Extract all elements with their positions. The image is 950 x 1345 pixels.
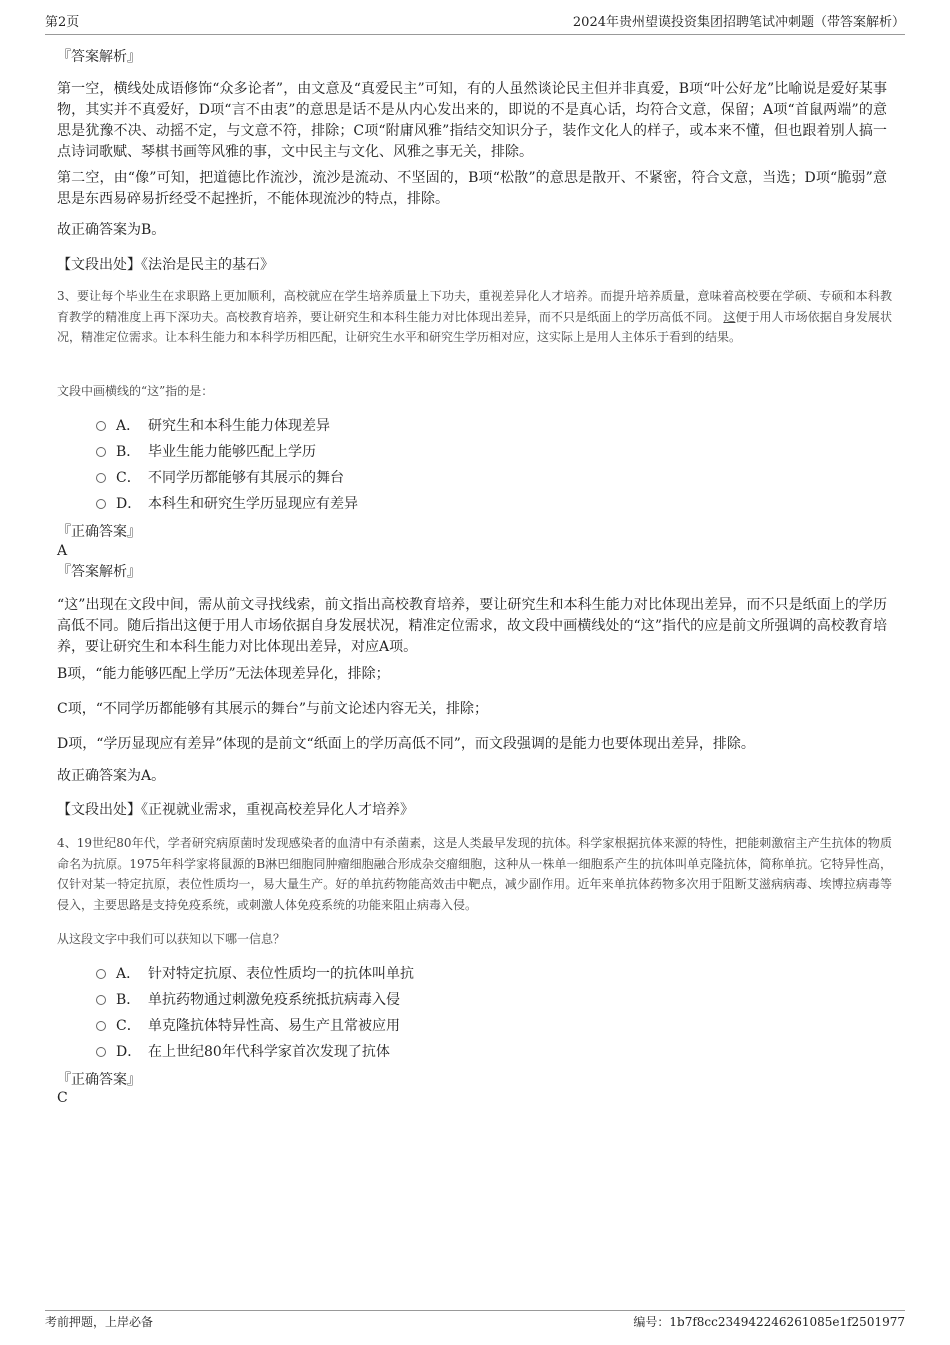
option-text: 在上世纪80年代科学家首次发现了抗体 bbox=[148, 1044, 390, 1060]
analysis-paragraph: 第二空，由“像”可知，把道德比作流沙，流沙是流动、不坚固的，B项“松散”的意思是散开、不紧密，符合文意，当选；D项“脆弱”意思是东西易碎易折经受不起挫折，不能体现流沙的特点，排除。 bbox=[57, 170, 887, 207]
page-number: 第2页 bbox=[45, 15, 80, 30]
correct-answer-label: 『正确答案』 bbox=[57, 1072, 141, 1088]
analysis-paragraph: 第一空，横线处成语修饰“众多论者”，由文意及“真爱民主”可知，有的人虽然谈论民主但并非真爱，B项“叶公好龙”比喻说是爱好某事物，其实并不真爱好，D项“言不由衷”的意思是话不是从内心发出来的，即说的不是真心话，均符合文意，保留；A项“首鼠两端”的意思是犹豫不决、动摇不定，与文意不符，排除；C项“附庸风雅”指结交知识分子，装作文化人的样子，或本来不懂，但也跟着别人搞一点诗词歌赋、琴棋书画等风雅的事，文中民主与文化、风雅之事无关，排除。 bbox=[57, 81, 887, 160]
option-letter: C． bbox=[116, 470, 141, 486]
document-title: 2024年贵州望谟投资集团招聘笔试冲刺题（带答案解析） bbox=[572, 15, 905, 30]
correct-answer: C bbox=[57, 1090, 68, 1106]
option-d[interactable] bbox=[96, 1043, 390, 1061]
option-b[interactable] bbox=[96, 443, 316, 461]
radio-icon[interactable] bbox=[96, 473, 106, 483]
page-footer bbox=[45, 1310, 905, 1333]
option-b[interactable] bbox=[96, 991, 400, 1009]
passage-text: 便于用人市场依据自身发展状况，精准定位需求。让本科生能力和本科学历相匹配，让研究生水平和研究生学历相对应，这实际上是用人主体乐于看到的结果。 bbox=[57, 309, 892, 344]
option-letter: B． bbox=[116, 992, 141, 1008]
option-letter: D． bbox=[116, 1044, 142, 1060]
answer-conclusion: 故正确答案为A。 bbox=[57, 768, 166, 784]
option-text: 毕业生能力能够匹配上学历 bbox=[148, 444, 316, 460]
option-letter: D． bbox=[116, 496, 142, 512]
radio-icon[interactable] bbox=[96, 995, 106, 1005]
option-c[interactable] bbox=[96, 1017, 400, 1035]
analysis-option-d: D项，“学历显现应有差异”体现的是前文“纸面上的学历高低不同”，而文段强调的是能力也要体现出差异，排除。 bbox=[57, 736, 755, 752]
option-text: 不同学历都能够有其展示的舞台 bbox=[148, 470, 344, 486]
option-text: 本科生和研究生学历显现应有差异 bbox=[148, 496, 358, 512]
option-c[interactable] bbox=[96, 469, 344, 487]
option-letter: A． bbox=[116, 418, 141, 434]
correct-answer-label: 『正确答案』 bbox=[57, 524, 141, 540]
answer-analysis-label: 『答案解析』 bbox=[57, 49, 141, 65]
question-prompt: 从这段文字中我们可以获知以下哪一信息？ bbox=[57, 932, 286, 946]
analysis-paragraph: “这”出现在文段中间，需从前文寻找线索，前文指出高校教育培养，要让研究生和本科生能力对比体现出差异，而不只是纸面上的学历高低不同。随后指出这便于用人市场依据自身发展状况，精准定位需求，故文段中画横线处的“这”指代的应是前文所强调的高校教育培养，要让研究生和本科生能力对比体现出差异，对应A项。 bbox=[57, 597, 887, 655]
option-text: 研究生和本科生能力体现差异 bbox=[148, 418, 330, 434]
radio-icon[interactable] bbox=[96, 447, 106, 457]
question-passage bbox=[57, 286, 892, 348]
option-a[interactable] bbox=[96, 417, 330, 435]
answer-analysis-label: 『答案解析』 bbox=[57, 564, 141, 580]
question-passage: 4、19世纪80年代，学者研究病原菌时发现感染者的血清中有杀菌素，这是人类最早发现的抗体。科学家根据抗体来源的特性，把能刺激宿主产生抗体的物质命名为抗原。1975年科学家将鼠源的B淋巴细胞同肿瘤细胞融合形成杂交瘤细胞，这种从一株单一细胞系产生的抗体叫单克隆抗体，简称单抗。它特异性高，仅针对某一特定抗原，表位性质均一，易大量生产。好的单抗药物能高效击中靶点，减少副作用。近年来单抗体药物多次用于阻断艾滋病病毒、埃博拉病毒等侵入，主要思路是支持免疫系统，或刺激人体免疫系统的功能来阻止病毒入侵。 bbox=[57, 836, 892, 912]
radio-icon[interactable] bbox=[96, 969, 106, 979]
option-d[interactable] bbox=[96, 495, 358, 513]
answer-conclusion: 故正确答案为B。 bbox=[57, 222, 166, 238]
option-a[interactable] bbox=[96, 965, 414, 983]
passage-text: 3、要让每个毕业生在求职路上更加顺利，高校就应在学生培养质量上下功夫，重视差异化人才培养。而提升培养质量，意味着高校要在学硕、专硕和本科教育教学的精准度上再下深功夫。高校教育培养，要让研究生和本科生能力对比体现出差异，而不只是纸面上的学历高低不同。 bbox=[57, 289, 892, 324]
option-text: 单抗药物通过刺激免疫系统抵抗病毒入侵 bbox=[148, 992, 400, 1008]
question-prompt: 文段中画横线的“这”指的是： bbox=[57, 384, 214, 398]
radio-icon[interactable] bbox=[96, 1021, 106, 1031]
footer-slogan: 考前押题，上岸必备 bbox=[45, 1315, 154, 1329]
option-letter: B． bbox=[116, 444, 141, 460]
option-letter: C． bbox=[116, 1018, 141, 1034]
analysis-option-b: B项，“能力能够匹配上学历”无法体现差异化，排除； bbox=[57, 666, 390, 682]
analysis-option-c: C项，“不同学历都能够有其展示的舞台”与前文论述内容无关，排除； bbox=[57, 701, 489, 717]
underlined-word: 这 bbox=[723, 309, 736, 324]
correct-answer: A bbox=[57, 543, 68, 559]
option-text: 单克隆抗体特异性高、易生产且常被应用 bbox=[148, 1018, 400, 1034]
option-text: 针对特定抗原、表位性质均一的抗体叫单抗 bbox=[148, 966, 414, 982]
passage-source: 【文段出处】《法治是民主的基石》 bbox=[57, 257, 274, 273]
document-code: 编号：1b7f8cc234942246261085e1f2501977 bbox=[633, 1315, 905, 1329]
option-letter: A． bbox=[116, 966, 141, 982]
page-header bbox=[45, 14, 905, 35]
radio-icon[interactable] bbox=[96, 1047, 106, 1057]
radio-icon[interactable] bbox=[96, 499, 106, 509]
passage-source: 【文段出处】《正视就业需求，重视高校差异化人才培养》 bbox=[57, 802, 414, 818]
radio-icon[interactable] bbox=[96, 421, 106, 431]
